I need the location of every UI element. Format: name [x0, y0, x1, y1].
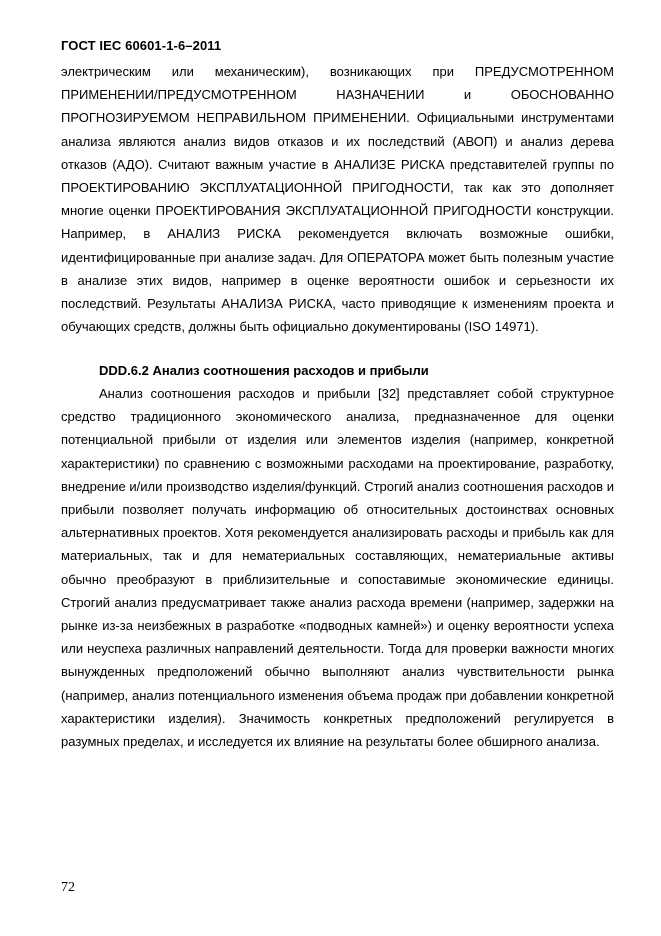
- paragraph-cost-benefit: Анализ соотношения расходов и прибыли [32] представляет собой структурное средство традиционного экономического анализа, предназначенное для оценки потенциальной прибыли от изделия или элементов изделия (например, конкретной характеристики) по сравнению с возможными расходами на проектирование, разработку, внедрение и/или производство изделия/функций. Строгий анализ соотношения расходов и прибыли позволяет получать информацию об относительных достоинствах основных альтернативных проектов. Хотя рекомендуется анализировать расходы и прибыль как для материальных, так и для нематериальных составляющих, нематериальные активы обычно преобразуют в приблизительные и сопоставимые экономические единицы. Строгий анализ предусматривает также анализ расхода времени (например, задержки на рынке из-за неизбежных в разработке «подводных камней») и оценку вероятности успеха или неуспеха различных направлений деятельности. Тогда для проверки важности многих вынужденных предположений обычно выполняют анализ чувствительности рынка (например, анализ потенциального изменения объема продаж при добавлении конкретной характеристики изделия). Значимость конкретных предположений регулируется в разумных пределах, и исследуется их влияние на результаты более обширного анализа.: [61, 386, 614, 750]
- standard-header: ГОСТ IEC 60601-1-6–2011: [61, 38, 222, 53]
- section-heading: DDD.6.2 Анализ соотношения расходов и прибыли: [99, 363, 429, 378]
- paragraph-risk-analysis: электрическим или механическим), возникающих при ПРЕДУСМОТРЕННОМ ПРИМЕНЕНИИ/ПРЕДУСМОТРЕННОМ НАЗНАЧЕНИИ и ОБОСНОВАННО ПРОГНОЗИРУЕМОМ НЕПРАВИЛЬНОМ ПРИМЕНЕНИИ. Официальными инструментами анализа являются анализ видов отказов и их последствий (АВОП) и анализ дерева отказов (АДО). Считают важным участие в АНАЛИЗЕ РИСКА представителей группы по ПРОЕКТИРОВАНИЮ ЭКСПЛУАТАЦИОННОЙ ПРИГОДНОСТИ, так как это дополняет многие оценки ПРОЕКТИРОВАНИЯ ЭКСПЛУАТАЦИОННОЙ ПРИГОДНОСТИ конструкции. Например, в АНАЛИЗ РИСКА рекомендуется включать возможные ошибки, идентифицированные при анализе задач. Для ОПЕРАТОРА может быть полезным участие в анализе этих видов, например в оценке вероятности ошибок и серьезности их последствий. Результаты АНАЛИЗА РИСКА, часто приводящие к изменениям проекта и обучающих средств, должны быть официально документированы (ISO 14971).: [61, 64, 614, 335]
- page-number: 72: [61, 880, 75, 895]
